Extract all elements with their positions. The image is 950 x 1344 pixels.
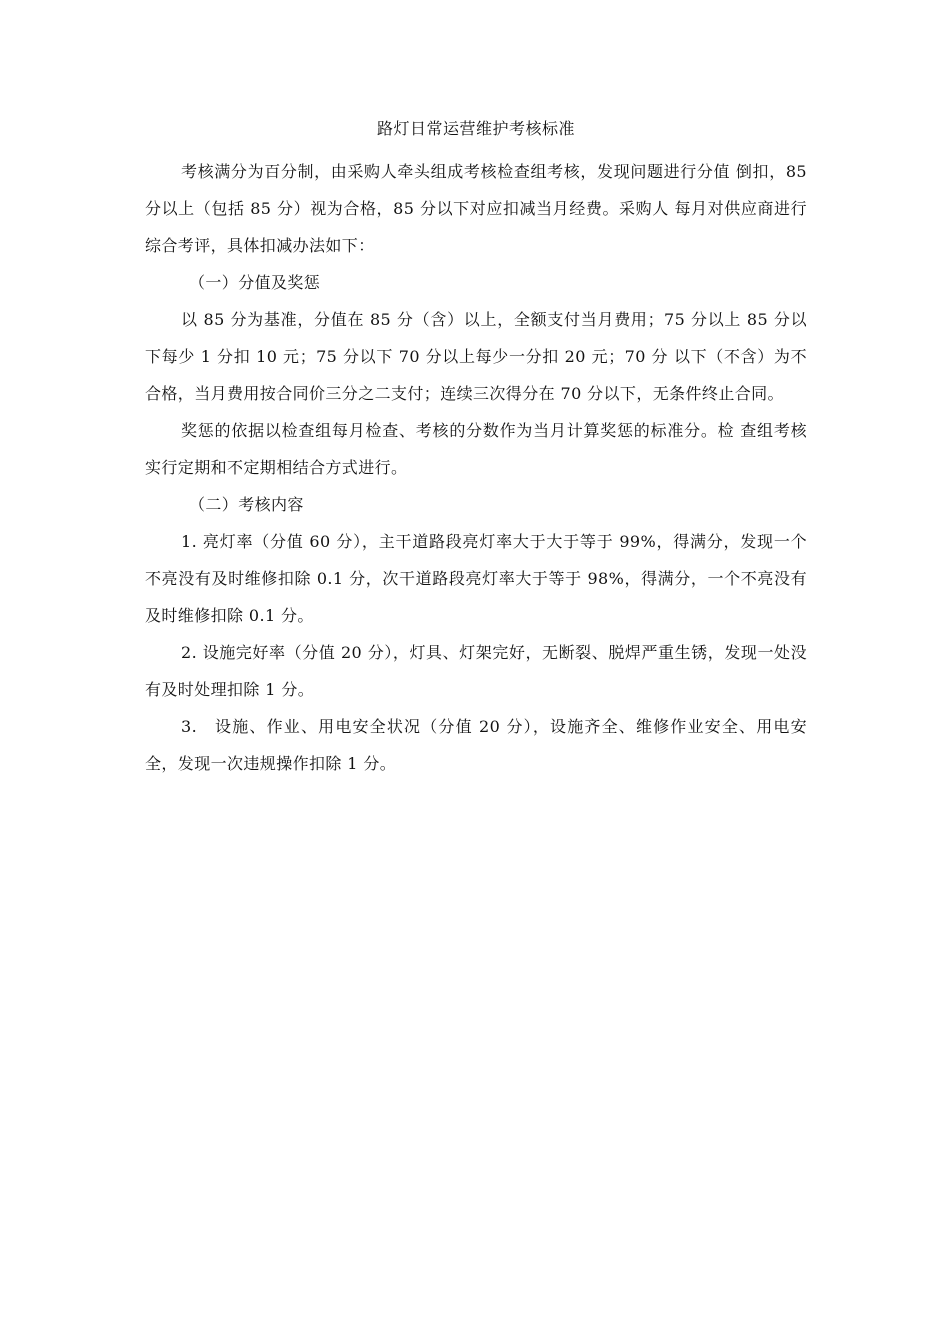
list-item-lighting-rate: 1. 亮灯率（分值 60 分），主干道路段亮灯率大于大于等于 99%，得满分，发现一个不亮没有及时维修扣除 0.1 分，次干道路段亮灯率大于等于 98%，得满分，一个不亮没有及时维修扣除 0.1 分。 [145, 532, 807, 625]
list-item-facility-integrity: 2. 设施完好率（分值 20 分），灯具、灯架完好，无断裂、脱焊严重生锈，发现一处没有及时处理扣除 1 分。 [145, 643, 807, 699]
intro-paragraph: 考核满分为百分制，由采购人牵头组成考核检查组考核，发现问题进行分值 倒扣，85 分以上（包括 85 分）视为合格，85 分以下对应扣减当月经费。采购人 每月对供应商进行综合考评，具体扣减办法如下： [145, 162, 807, 255]
section-heading-content: （二）考核内容 [189, 495, 304, 514]
rewards-basis-paragraph: 奖惩的依据以检查组每月检查、考核的分数作为当月计算奖惩的标准分。检 查组考核实行定期和不定期相结合方式进行。 [145, 421, 807, 477]
section-heading-rewards: （一）分值及奖惩 [189, 273, 321, 292]
document-title: 路灯日常运营维护考核标准 [376, 119, 575, 138]
scoring-paragraph: 以 85 分为基准，分值在 85 分（含）以上，全额支付当月费用；75 分以上 85 分以下每少 1 分扣 10 元；75 分以下 70 分以上每少一分扣 20 元；70 分 以下（不含）为不合格，当月费用按合同价三分之二支付；连续三次得分在 70 分以下，无条件终止合同。 [145, 310, 807, 403]
list-item-safety-status: 3. 设施、作业、用电安全状况（分值 20 分），设施齐全、维修作业安全、用电安全，发现一次违规操作扣除 1 分。 [145, 717, 807, 773]
document-body [145, 117, 807, 782]
